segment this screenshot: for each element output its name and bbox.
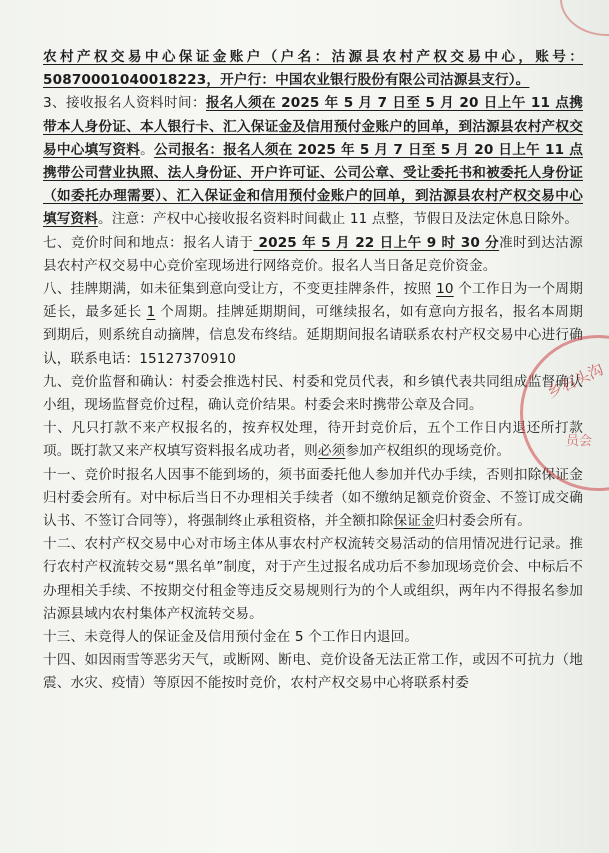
bid-time-detail: 准时到达沽源县农村产权交易中心竞价室现场进行网络竞价。报名人当日备足竞价资金。 — [43, 234, 583, 274]
paragraph-registration-time — [43, 92, 583, 231]
listing-text-2: 个工作日为一个周期延长，最多延长 — [43, 281, 584, 321]
paragraph-supervision: 九、竞价监督和确认：村委会推选村民、村委和党员代表，和乡镇代表共同组成监督确认小组，现场监督竞价过程，确认竞价结果。村委会来时携带公章及合同。 — [43, 373, 583, 414]
listing-text-1: 八、挂牌期满，如未征集到意向受让方，不变更挂牌条件，按照 — [43, 281, 437, 298]
paragraph-account — [43, 46, 583, 92]
paragraph-refund: 十三、未竞得人的保证金及信用预付金在 5 个工作日内退回。 — [43, 629, 419, 646]
forfeit-text-1: 十、凡只打款不来产权报名的，按弃权处理，待开封竞价后，五个工作日内退还所打款项。既打款又来产权填写资料报名成功者，则 — [43, 420, 583, 460]
corner-seal-stamp — [560, 0, 609, 36]
paragraph-proxy — [43, 464, 583, 534]
forfeit-must: 必须 — [317, 443, 346, 460]
individual-registration: 报名人须在 2025 年 5 月 7 日至 5 月 20 日上午 11 点携带本人身份证、本人银行卡、汇入保证金及信用预付金账户的回单，到沽源县农村产权交易中心填写资料 — [43, 95, 583, 158]
account-label: 农村产权交易中心保证金账户（户名：沽源县农村产权交易中心，账号： — [43, 49, 583, 65]
paragraph-forfeit — [43, 417, 583, 463]
punct: 。 — [140, 141, 154, 158]
bid-time-label: 七、竞价时间和地点：报名人请于 — [43, 234, 254, 251]
company-registration: 公司报名：报名人须在 2025 年 5 月 7 日至 5 月 20 日上午 11 点携带公司营业执照、法人身份证、开户许可证、公司公章、受让委托书和被委托人身份证（如委托办理需要）、汇入保证金和信用预付金账户的回单，到沽源县农村产权交易中心填写资料 — [43, 141, 583, 228]
forfeit-text-2: 参加产权组织的现场竞价。 — [345, 443, 511, 460]
proxy-text-1: 十一、竞价时报名人因事不能到场的，须书面委托他人参加并代办手续，否则扣除保证金归村委会所有。对中标后当日不办理相关手续者（如不缴纳足额竞价资金、不签订成交确认书、不签订合同等），将强制终止承租资格，并全额扣除 — [43, 466, 583, 530]
registration-note: 。注意：产权中心接收报名资料时间截止 11 点整，节假日及法定休息日除外。 — [97, 211, 579, 228]
paragraph-force-majeure: 十四、如因雨雪等恶劣天气，或断网、断电、竞价设备无法正常工作，或因不可抗力（地震、水灾、疫情）等原因不能按时竞价，农村产权交易中心将联系村委 — [43, 652, 583, 692]
paragraph-blacklist: 十二、农村产权交易中心对市场主体从事农村产权流转交易活动的信用情况进行记录。推行农村产权流转交易“黑名单”制度，对于产生过报名成功后不参加现场竞价会、中标后不办理相关手续、不按期交付租金等违反交易规则行为的个人或组织，两年内不得报名参加沽源县域内农村集体产权流转交易。 — [43, 536, 583, 622]
bid-time-value: 2025 年 5 月 22 日上午 9 时 30 分 — [253, 234, 500, 251]
paragraph-listing-period — [43, 278, 583, 371]
document-body — [43, 46, 583, 696]
proxy-text-2: 归村委会所有。 — [434, 513, 531, 530]
proxy-deposit: 保证金 — [393, 513, 435, 530]
seal-text-bottom: 员会 — [566, 434, 593, 449]
listing-workdays: 10 — [436, 281, 454, 298]
account-bank: ，开户行：中国农业银行股份有限公司沽源县支行）。 — [206, 72, 530, 89]
registration-heading: 3、接收报名人资料时间： — [43, 95, 206, 112]
seal-text: 乡石头沟 — [544, 360, 607, 402]
listing-text-3: 个周期。挂牌延期期间，可继续报名，如有意向方报名，报名本周期到期后，则系统自动摘牌，信息发布终结。延期期间报名请联系农村产权交易中心进行确认，联系电话：15127370910 — [43, 304, 584, 367]
listing-cycles: 1 — [146, 304, 156, 321]
account-number: 50870001040018223 — [43, 72, 207, 89]
paragraph-bid-time — [43, 232, 583, 278]
